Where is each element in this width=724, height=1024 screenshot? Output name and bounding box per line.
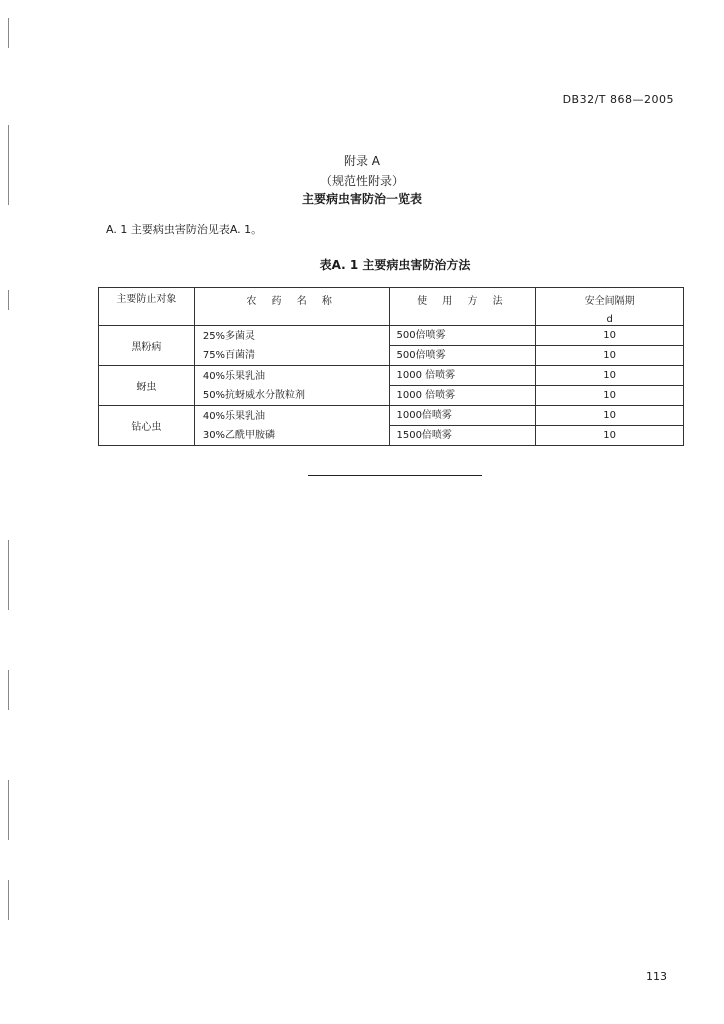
pest-target: 钻心虫	[99, 406, 195, 446]
table-caption: 表A. 1 主要病虫害防治方法	[319, 258, 471, 272]
scan-edge-mark	[8, 290, 9, 310]
end-rule	[308, 475, 482, 476]
pesticide-name: 75%百菌清	[202, 349, 256, 361]
pesticide-name: 50%抗蚜威水分散粒剂	[202, 389, 306, 401]
pesticide-name: 40%乐果乳油	[202, 370, 266, 382]
usage-method: 500倍喷雾	[396, 330, 446, 341]
pesticide-cell	[194, 326, 390, 366]
pest-target: 黑粉病	[99, 326, 195, 366]
table-row	[99, 406, 684, 446]
safety-interval: 10	[536, 385, 683, 405]
method-cell	[390, 406, 536, 446]
pesticide-name: 40%乐果乳油	[202, 410, 266, 422]
safety-interval: 10	[536, 425, 683, 445]
pesticide-cell	[194, 406, 390, 446]
scan-edge-mark	[8, 780, 9, 840]
safety-interval: 10	[603, 330, 616, 341]
header-interval-unit: d	[606, 314, 613, 325]
pesticide-cell	[194, 366, 390, 406]
usage-method: 500倍喷雾	[390, 345, 535, 365]
header-method: 使 用 方 法	[390, 288, 536, 326]
method-cell	[390, 366, 536, 406]
clause-a1: A. 1 主要病虫害防治见表A. 1。	[106, 223, 263, 236]
method-cell	[390, 326, 536, 366]
table-row	[99, 326, 684, 366]
header-pesticide: 农 药 名 称	[194, 288, 390, 326]
safety-interval: 10	[536, 345, 683, 365]
interval-cell	[536, 366, 684, 406]
table-row	[99, 366, 684, 406]
appendix-name: 主要病虫害防治一览表	[301, 192, 422, 206]
appendix-subtitle: （规范性附录）	[319, 174, 404, 188]
pesticide-name: 25%多菌灵	[202, 330, 256, 342]
safety-interval: 10	[603, 370, 616, 381]
usage-method: 1000 倍喷雾	[396, 370, 456, 381]
pesticide-name: 30%乙酰甲胺磷	[202, 429, 276, 441]
header-interval: 安全间隔期 d	[536, 288, 684, 326]
appendix-title: 附录 A	[343, 154, 381, 168]
pest-target: 蚜虫	[99, 366, 195, 406]
standard-id: DB32/T 868—2005	[562, 93, 674, 106]
scan-edge-mark	[8, 18, 9, 48]
safety-interval: 10	[603, 410, 616, 421]
table-header-row	[99, 288, 684, 326]
interval-cell	[536, 406, 684, 446]
usage-method: 1500倍喷雾	[390, 425, 535, 445]
page-number: 113	[646, 970, 667, 983]
interval-cell	[536, 326, 684, 366]
scan-edge-mark	[8, 880, 9, 920]
scan-edge-mark	[8, 670, 9, 710]
scan-edge-mark	[8, 540, 9, 610]
pest-control-table	[98, 287, 684, 446]
header-target: 主要防止对象	[99, 288, 195, 326]
usage-method: 1000 倍喷雾	[390, 385, 535, 405]
usage-method: 1000倍喷雾	[396, 410, 452, 421]
